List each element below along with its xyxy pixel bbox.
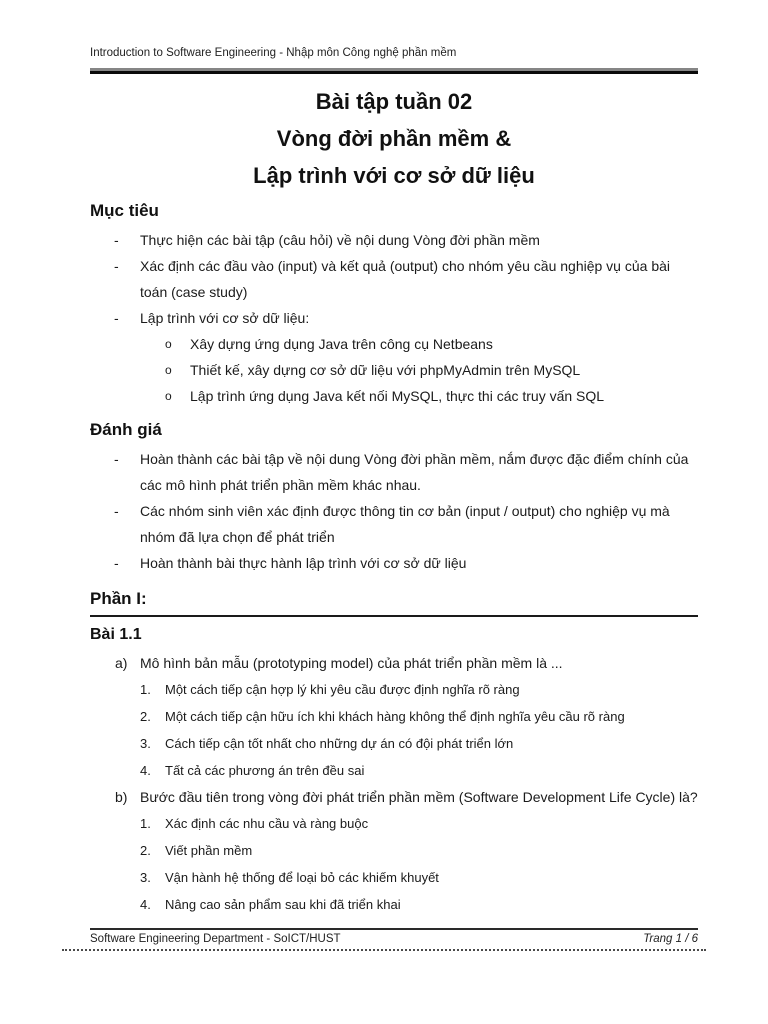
sub-bullet-text: Lập trình ứng dụng Java kết nối MySQL, thực thi các truy vấn SQL [190,388,605,404]
bullet-item [90,550,698,576]
option-text: Một cách tiếp cận hợp lý khi yêu cầu được định nghĩa rõ ràng [165,682,520,697]
bullet-item [90,305,698,331]
question-item [90,650,698,676]
question-marker: b) [115,789,128,805]
bullet-marker: - [114,232,119,248]
bullet-text: Hoàn thành các bài tập về nội dung Vòng đời phần mềm, nắm được đặc điểm chính của các mô hình phát triển phần mềm khác nhau. [140,451,689,493]
option-marker: 4. [140,763,151,778]
bullet-text: Thực hiện các bài tập (câu hỏi) về nội dung Vòng đời phần mềm [140,232,540,248]
option-marker: 1. [140,816,151,831]
bullet-item [90,253,698,305]
option-item [90,837,698,864]
document-title [90,83,698,194]
option-marker: 3. [140,870,151,885]
option-marker: 4. [140,897,151,912]
section-heading-danh-gia: Đánh giá [90,420,162,439]
option-item [90,676,698,703]
question-text: Bước đầu tiên trong vòng đời phát triển phần mềm (Software Development Life Cycle) là? [140,789,698,805]
option-text: Xác định các nhu cầu và ràng buộc [165,816,369,831]
sub-bullet-text: Thiết kế, xây dựng cơ sở dữ liệu với phpMyAdmin trên MySQL [190,362,581,378]
circle-bullet-marker: o [165,363,172,377]
bullet-text: Lập trình với cơ sở dữ liệu: [140,310,310,326]
option-marker: 2. [140,843,151,858]
footer-dotted-rule [62,949,706,951]
bullet-item [90,498,698,550]
option-text: Nâng cao sản phẩm sau khi đã triển khai [165,897,401,912]
circle-bullet-marker: o [165,337,172,351]
question-a-block [90,650,698,784]
question-text: Mô hình bản mẫu (prototyping model) của phát triển phần mềm là ... [140,655,563,671]
page-header-text: Introduction to Software Engineering - Nhập môn Công nghệ phần mềm [90,47,457,59]
question-marker: a) [115,655,128,671]
option-item [90,703,698,730]
bullet-marker: - [114,451,119,467]
option-marker: 2. [140,709,151,724]
page-footer [90,928,698,951]
option-item [90,730,698,757]
exercise-heading-bai-1-1: Bài 1.1 [90,626,142,643]
option-marker: 1. [140,682,151,697]
section-rule [90,615,698,617]
title-line-3: Lập trình với cơ sở dữ liệu [253,163,535,188]
bullet-marker: - [114,258,119,274]
sub-bullet-item [90,331,698,357]
muc-tieu-list [90,227,698,409]
sub-bullet-item [90,383,698,409]
bullet-marker: - [114,555,119,571]
option-marker: 3. [140,736,151,751]
option-text: Vận hành hệ thống để loại bỏ các khiếm khuyết [165,870,439,885]
question-item [90,784,698,810]
option-text: Viết phần mềm [165,843,253,858]
bullet-item [90,227,698,253]
section-heading-muc-tieu: Mục tiêu [90,201,159,220]
option-text: Cách tiếp cận tốt nhất cho những dự án có đội phát triển lớn [165,736,514,751]
title-line-2: Vòng đời phần mềm & [276,126,512,151]
option-text: Tất cả các phương án trên đều sai [165,763,365,778]
option-item [90,810,698,837]
section-heading-phan-i: Phần I: [90,589,147,608]
title-line-1: Bài tập tuần 02 [315,89,473,114]
footer-department: Software Engineering Department - SoICT/HUST [90,933,341,945]
header-rule [90,68,698,74]
bullet-marker: - [114,503,119,519]
bullet-text: Hoàn thành bài thực hành lập trình với cơ sở dữ liệu [140,555,467,571]
option-text: Một cách tiếp cận hữu ích khi khách hàng không thể định nghĩa yêu cầu rõ ràng [165,709,625,724]
sub-bullet-item [90,357,698,383]
bullet-text: Các nhóm sinh viên xác định được thông tin cơ bản (input / output) cho nghiệp vụ mà nhóm đã lựa chọn để phát triển [140,503,670,545]
bullet-item [90,446,698,498]
option-item [90,757,698,784]
sub-bullet-text: Xây dựng ứng dụng Java trên công cụ Netbeans [190,336,493,352]
option-item [90,864,698,891]
option-item [90,891,698,918]
bullet-marker: - [114,310,119,326]
bullet-text: Xác định các đầu vào (input) và kết quả (output) cho nhóm yêu cầu nghiệp vụ của bài toán (case study) [140,258,671,300]
footer-page-number: Trang 1 / 6 [643,933,698,945]
danh-gia-list [90,446,698,576]
circle-bullet-marker: o [165,389,172,403]
question-b-block [90,784,698,918]
